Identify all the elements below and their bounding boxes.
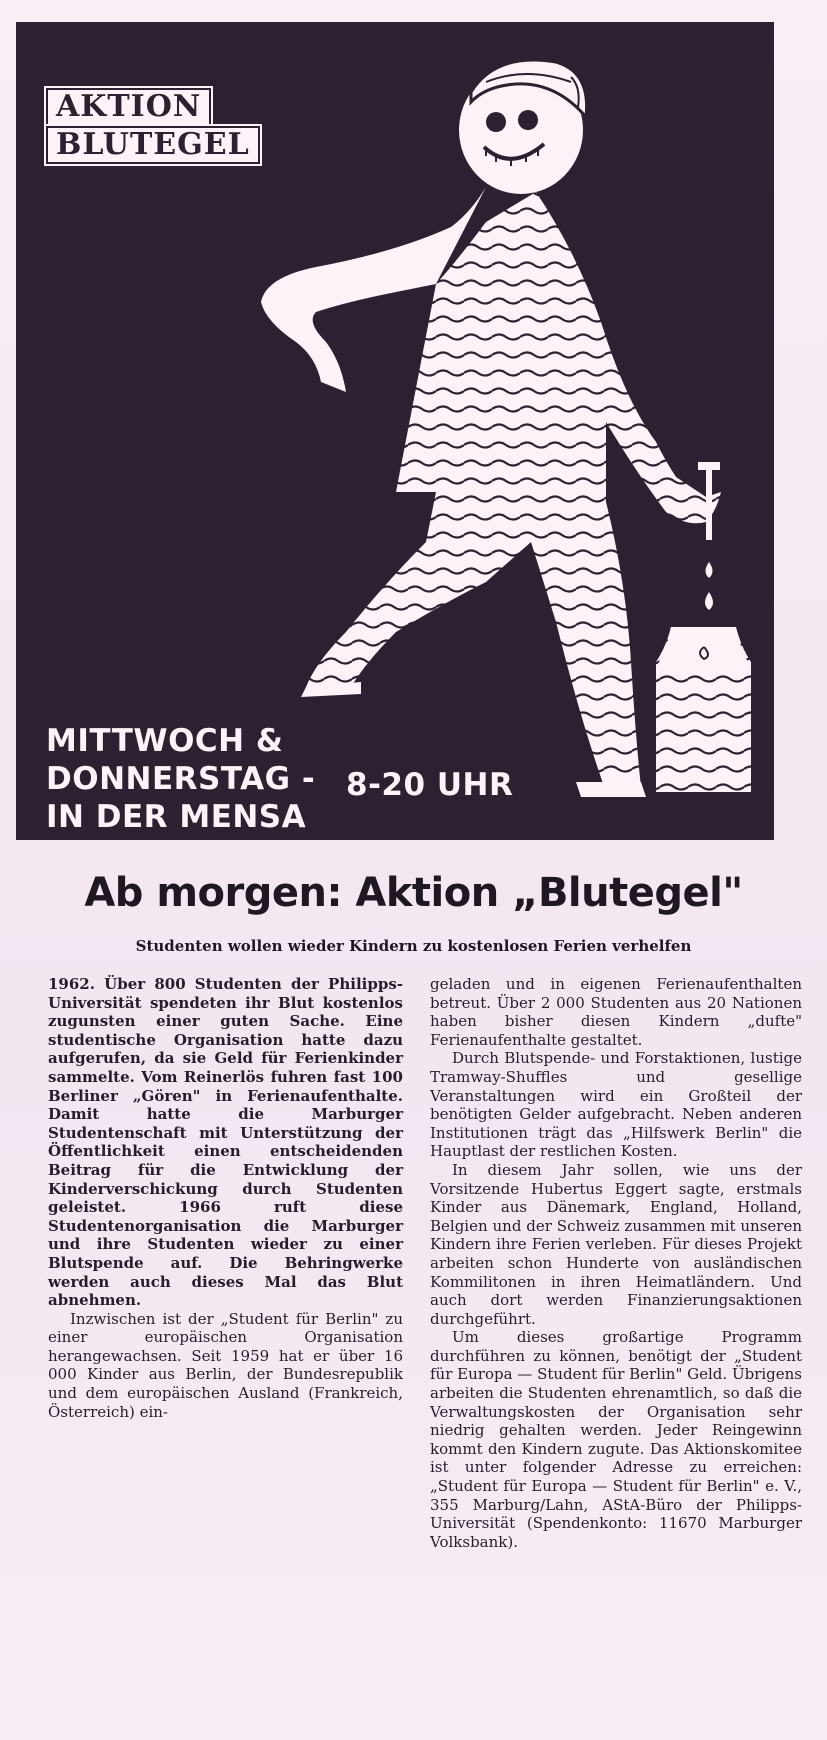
poster-schedule <box>46 722 514 836</box>
article-column-right <box>430 975 802 1551</box>
blood-drive-poster <box>16 22 774 840</box>
article-headline: Ab morgen: Aktion „Blutegel" <box>84 870 743 916</box>
schedule-time: 8-20 UHR <box>346 767 514 803</box>
schedule-day2: DONNERSTAG - <box>46 761 316 797</box>
article-paragraph: Um dieses großartige Programm durchführen zu können, benötigt der „Student für Europa — Student für Berlin" Geld. Übrigens arbeiten die Studenten ehrenamtlich, so daß die Verwaltungskosten der Organisation sehr niedrig gehalten werden. Jeder Reingewinn kommt den Kindern zugute. Das Aktionskomitee ist unter folgender Adresse zu erreichen: „Student für Europa — Student für Berlin" e. V., 355 Marburg/Lahn, AStA-Büro der Philipps-Universität (Spendenkonto: 11670 Marburger Volksbank). <box>430 1328 802 1551</box>
article-column-left <box>48 975 403 1421</box>
poster-title-line1: AKTION <box>46 88 211 126</box>
figure-head <box>459 60 587 194</box>
poster-title-line2: BLUTEGEL <box>46 126 260 164</box>
article-paragraph: Inzwischen ist der „Student für Berlin" zu einer europäischen Organisation herangewachsen. Seit 1959 hat er über 16 000 Kinder aus Berlin, der Bundesrepublik und dem europäischen Ausland (Frankreich, Österreich) ein- <box>48 1309 403 1421</box>
article-paragraph: 1962. Über 800 Studenten der Philipps-Universität spendeten ihr Blut kostenlos zugunsten einer guten Sache. Eine studentische Organisation hatte dazu aufgerufen, da sie Geld für Ferienkinder sammelte. Vom Reinerlös fuhren fast 100 Berliner „Gören" in Ferienaufenthalte. Damit hatte die Marburger Studentenschaft mit Unterstützung der Öffentlichkeit einen entscheidenden Beitrag für die Entwicklung der Kinderverschickung durch Studenten geleistet. 1966 ruft diese Studentenorganisation die Marburger und ihre Studenten wieder zu einer Blutspende auf. Die Behringwerke werden auch dieses Mal das Blut abnehmen. <box>48 975 403 1310</box>
blood-tap <box>698 462 720 610</box>
schedule-day1: MITTWOCH & <box>46 723 284 759</box>
blood-bottle <box>656 627 751 792</box>
article-paragraph: In diesem Jahr sollen, wie uns der Vorsitzende Hubertus Eggert sagte, erstmals Kinder aus Dänemark, England, Holland, Belgien und der Schweiz zusammen mit unseren Kindern ihre Ferien verleben. Für dieses Projekt arbeiten schon Hunderte von ausländischen Kommilitonen in ihren Heimatländern. Und auch dort werden Finanzierungsaktionen durchgeführt. <box>430 1160 802 1328</box>
article-paragraph: Durch Blutspende- und Forstaktionen, lustige Tramway-Shuffles und gesellige Veranstaltungen wird ein Großteil der benötigten Gelder aufgebracht. Neben anderen Institutionen trägt das „Hilfswerk Berlin" die Hauptlast der restlichen Kosten. <box>430 1049 802 1161</box>
schedule-location: IN DER MENSA <box>46 799 307 835</box>
article-paragraph: geladen und in eigenen Ferienaufenthalten betreut. Über 2 000 Studenten aus 20 Nationen haben bisher diesen Kindern „dufte" Ferienaufenthalte gestaltet. <box>430 975 802 1049</box>
article-subheadline: Studenten wollen wieder Kindern zu kostenlosen Ferien verhelfen <box>135 937 692 955</box>
